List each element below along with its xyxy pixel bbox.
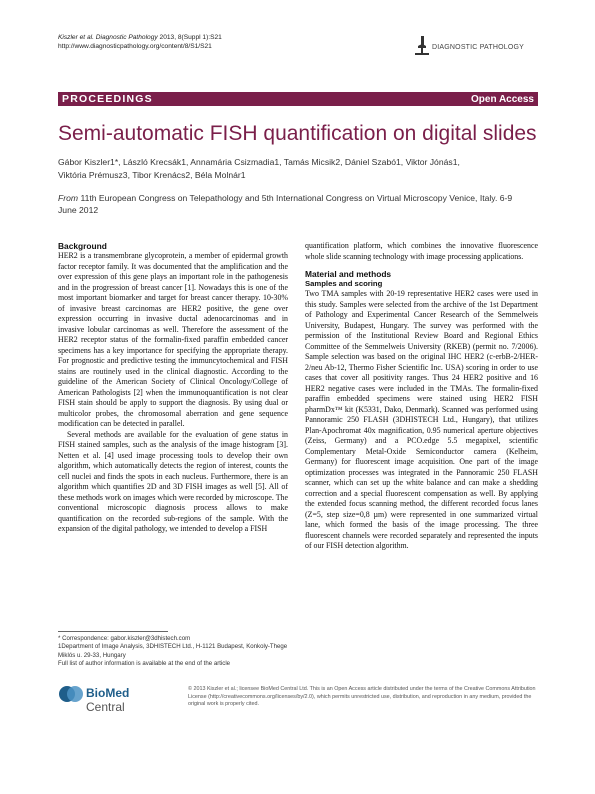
biomed-central-logo-icon xyxy=(58,683,84,705)
affiliation-note: 1Department of Image Analysis, 3DHISTECH Ltd., H-1121 Budapest, Konkoly-Thege Miklós u. 29-33, Hungary xyxy=(58,643,288,659)
paragraph: quantification platform, which combines the innovative fluorescence whole slide scanning technology with image processing applications. xyxy=(305,241,538,261)
author-line: Gábor Kiszler1*, László Krecsák1, Annamária Csizmadia1, Tamás Micsik2, Dániel Szabó1, Viktor Jónás1, xyxy=(58,157,460,167)
article-type-label: PROCEEDINGS xyxy=(62,93,153,105)
citation-line xyxy=(58,33,222,42)
from-label: From xyxy=(58,193,79,203)
proceedings-band xyxy=(58,92,538,106)
right-column xyxy=(305,241,538,552)
subsection-heading: Samples and scoring xyxy=(305,279,383,288)
paragraph: HER2 is a transmembrane glycoprotein, a member of epidermal growth factor receptor family. It was documented that the amplification and the over expression of this gene plays an important role in the pathogenesis and in the progression of breast cancer [1]. Nowadays this is one of the most important biomarker and target for breast cancer therapy. 10-30% of invasive breast carcinomas are HER2 positive, the gene over expression occurring in invasive ductal adenocarcinomas and in invasive lobular carcinomas as well. Therefore the assessment of the HER2 receptor status of the formalin-fixed paraffin embedded cancer specimens has a key importance for specifying the appropriate therapy. For prognostic and predictive testing the immuncytochemical and FISH stains are routinely used in the clinical diagnostic. According to the guideline of the American Society of Clinical Oncology/College of American Pathologists [2] when the immunoquantification is not clear FISH stain should be apply to support the diagnosis. By using dual or multicolor probes, the chromosomal aberration and gene sequence modification can be detected in parallel. xyxy=(58,251,288,428)
journal-logo-text: DIAGNOSTIC PATHOLOGY xyxy=(432,44,525,51)
journal-name: Kiszler et al. Diagnostic Pathology xyxy=(58,34,158,41)
publisher-name-rest: Central xyxy=(86,700,125,714)
correspondence-note: * Correspondence: gabor.kiszler@3dhistech.com xyxy=(58,635,191,642)
publisher-logo xyxy=(58,683,168,714)
paragraph: Several methods are available for the evaluation of gene status in FISH stained samples, such as the analysis of the image histogram [3]. Netten et al. [4] used image processing tools to develop their own algorithm, which automatically detects the region of interest, counts the cell nuclei and finds the spots in each nucleus. Furthermore, there is an algorithm which quantifies 2D and 3D FISH images as well [5]. All of these methods work on images which were recorded by microscope. The conventional microscopic diagnosis process allows to make quantification on the recorded sub-regions of the sample. With the expansion of the digital pathology, we intended to develop a FISH xyxy=(58,429,288,533)
article-url[interactable]: http://www.diagnosticpathology.org/content/8/S1/S21 xyxy=(58,43,212,50)
author-line: Viktória Prémusz3, Tibor Krenács2, Béla Molnár1 xyxy=(58,170,246,180)
left-column xyxy=(58,241,288,535)
author-info-note: Full list of author information is available at the end of the article xyxy=(58,660,231,668)
license-text: © 2013 Kiszler et al.; licensee BioMed Central Ltd. This is an Open Access article distributed under the terms of the Creative Commons Attribution License (http://creativecommons.org/licenses/by/2.0), which permits unrestricted use, distribution, and reproduction in any medium, provided the original work is properly cited. xyxy=(188,686,536,708)
footnotes xyxy=(58,635,298,669)
microscope-logo-icon xyxy=(412,34,432,56)
journal-logo xyxy=(412,34,542,56)
author-list xyxy=(58,156,538,182)
publisher-name: BioMed xyxy=(86,686,130,700)
conference-text: 11th European Congress on Telepathology and 5th International Congress on Virtual Microscopy Venice, Italy. 6-9 June 2012 xyxy=(58,193,513,215)
conference-source xyxy=(58,192,528,216)
footnote-divider xyxy=(58,631,168,632)
paragraph: Two TMA samples with 20-19 representative HER2 cases were used in this study. Samples were selected from the archive of the 1st Department of Pathology and Experimental Cancer Research of the Semmelweis University, Budapest, Hungary. The survey was performed with the permission of the Institutional Review Board and Regional Ethics Committee of the Semmelweis University (RKEB) (permit no. 7/2006). Sample selection was based on the original IHC HER2 (c-erbB-2/HER-2/neu Ab-12, Thermo Fisher Scientific Inc. USA) scoring in order to use cases that cover all positivity ranges. Thus 24 HER2 positive and 16 HER2 negative cases were included in the TMAs. The formalin-fixed paraffin embedded specimens were stained using HER2 FISH pharmDx™ kit (K5331, Dako, Denmark). Scanned was performed using Pannoramic 250 FLASH (3DHISTECH Ltd., Hungary), that utilizes Plan-Apochromat 40x magnification, 0.95 numerical aperture objectives (Zeiss, Germany) and a PCO.edge 5.5 megapixel, scientific Complementary Metal-Oxide Semiconductor camera (Kelheim, Germany) for fluorescent image acquisition. One part of the image optimization processes was integrated in the Pannoramic 250 FLASH scanner, which can set up the white balance and can make a shedding correction and a special fluorescent compensation as well. By applying the extended focus scanning method, the different recorded focus lanes (Z=5, step size=0,8 µm) were represented in one summarized virtual lane, which formed the basis of the image processing. The three fluorescent channels were recorded separately and represented the inputs of our FISH detection algorithm. xyxy=(305,289,538,550)
section-heading: Background xyxy=(58,241,107,251)
article-title: Semi-automatic FISH quantification on digital slides xyxy=(58,122,537,145)
open-access-label: Open Access xyxy=(471,93,534,105)
citation: 2013, 8(Suppl 1):S21 xyxy=(157,34,222,41)
header-meta xyxy=(58,33,222,51)
section-heading: Material and methods xyxy=(305,269,392,279)
